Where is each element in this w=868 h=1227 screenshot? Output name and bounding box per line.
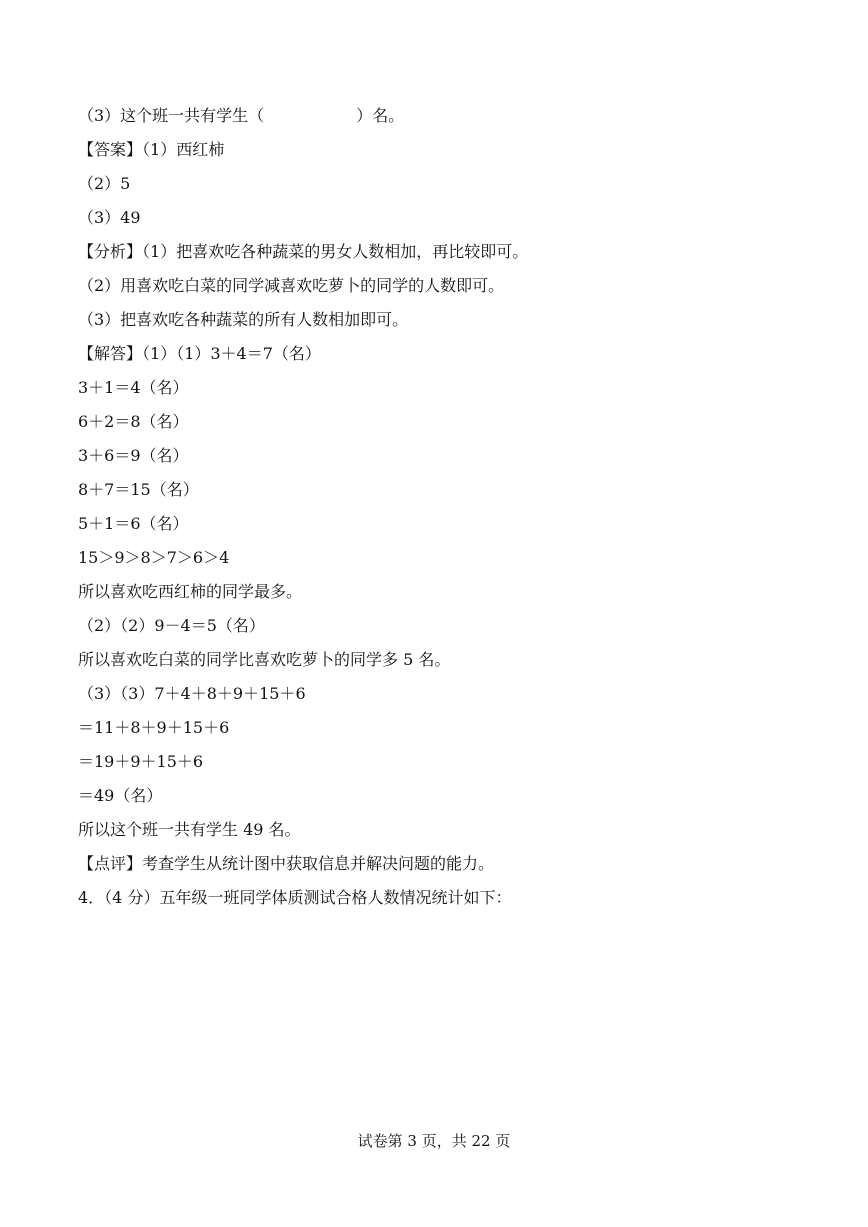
- solution-line: 8＋7＝15（名）: [78, 480, 199, 499]
- page-footer: 试卷第 3 页，共 22 页: [357, 1132, 511, 1150]
- solution-line: 所以这个班一共有学生 49 名。: [78, 820, 301, 839]
- solution-line: 所以喜欢吃白菜的同学比喜欢吃萝卜的同学多 5 名。: [78, 650, 451, 669]
- solution-line: ＝11＋8＋9＋15＋6: [78, 718, 230, 737]
- solution-line: （2）（2）9－4＝5（名）: [78, 616, 265, 635]
- solution-line: 3＋6＝9（名）: [78, 446, 189, 465]
- answer-item-2: （2）5: [78, 174, 131, 193]
- solution-line: 3＋1＝4（名）: [78, 378, 189, 397]
- analysis-item-3: （3）把喜欢吃各种蔬菜的所有人数相加即可。: [78, 310, 409, 329]
- analysis-section: [78, 241, 528, 263]
- analysis-item-1: （1）把喜欢吃各种蔬菜的男女人数相加，再比较即可。: [142, 242, 529, 261]
- solution-line: 所以喜欢吃西红柿的同学最多。: [78, 582, 303, 601]
- question-4: 4．（4 分）五年级一班同学体质测试合格人数情况统计如下：: [78, 888, 512, 907]
- solution-line: 6＋2＝8（名）: [78, 412, 189, 431]
- answer-heading: 【答案】: [78, 140, 143, 159]
- solution-line: ＝49（名）: [78, 786, 163, 805]
- answer-item-1: （1）西红柿: [142, 140, 225, 159]
- comment-section: [78, 853, 494, 875]
- solution-line: 5＋1＝6（名）: [78, 514, 189, 533]
- question-3-part-3-suffix: ）名。: [356, 106, 405, 125]
- solution-line: ＝19＋9＋15＋6: [78, 752, 204, 771]
- question-3-part-3-prefix: （3）这个班一共有学生（: [78, 106, 265, 125]
- analysis-item-2: （2）用喜欢吃白菜的同学减喜欢吃萝卜的同学的人数即可。: [78, 276, 505, 295]
- solution-line-first: （1）（1）3＋4＝7（名）: [142, 344, 321, 363]
- question-3-part-3: [78, 105, 404, 127]
- solution-heading: 【解答】: [78, 344, 143, 363]
- solution-section: [78, 343, 321, 365]
- analysis-heading: 【分析】: [78, 242, 143, 261]
- answer-section: [78, 139, 224, 161]
- solution-line: 15＞9＞8＞7＞6＞4: [78, 548, 230, 567]
- solution-line: （3）（3）7＋4＋8＋9＋15＋6: [78, 684, 306, 703]
- comment-text: 考查学生从统计图中获取信息并解决问题的能力。: [142, 854, 495, 873]
- comment-heading: 【点评】: [78, 854, 143, 873]
- answer-item-3: （3）49: [78, 208, 141, 227]
